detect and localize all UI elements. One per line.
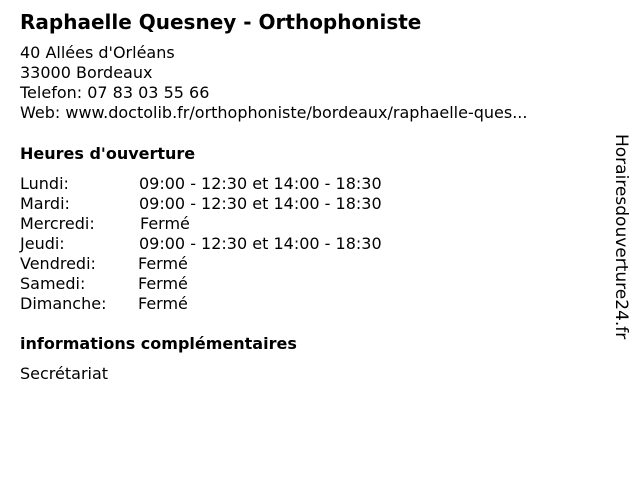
time-value: 09:00 - 12:30 et 14:00 - 18:30 (139, 194, 382, 213)
info-text: Secrétariat (20, 364, 109, 383)
time-value: Fermé (138, 274, 188, 293)
day-label: Mercredi: (20, 214, 95, 233)
time-value: 09:00 - 12:30 et 14:00 - 18:30 (139, 174, 382, 193)
day-label: Lundi: (20, 174, 69, 193)
street-address: 40 Allées d'Orléans (20, 43, 175, 62)
site-watermark: Horairesdouverture24.fr (611, 134, 631, 340)
time-value: 09:00 - 12:30 et 14:00 - 18:30 (139, 234, 382, 253)
city-postcode: 33000 Bordeaux (20, 63, 153, 82)
time-value: Fermé (138, 254, 188, 273)
time-value: Fermé (140, 214, 190, 233)
phone-number: Telefon: 07 83 03 55 66 (20, 83, 210, 102)
hours-heading: Heures d'ouverture (20, 144, 196, 163)
page-title: Raphaelle Quesney - Orthophoniste (20, 10, 422, 34)
day-label: Dimanche: (20, 294, 107, 313)
contact-block (20, 43, 527, 123)
info-heading: informations complémentaires (20, 334, 297, 353)
time-value: Fermé (138, 294, 188, 313)
day-label: Samedi: (20, 274, 86, 293)
day-label: Jeudi: (20, 234, 65, 253)
day-label: Mardi: (20, 194, 70, 213)
website-link[interactable]: Web: www.doctolib.fr/orthophoniste/bordeaux/raphaelle-ques... (20, 103, 528, 122)
day-label: Vendredi: (20, 254, 96, 273)
